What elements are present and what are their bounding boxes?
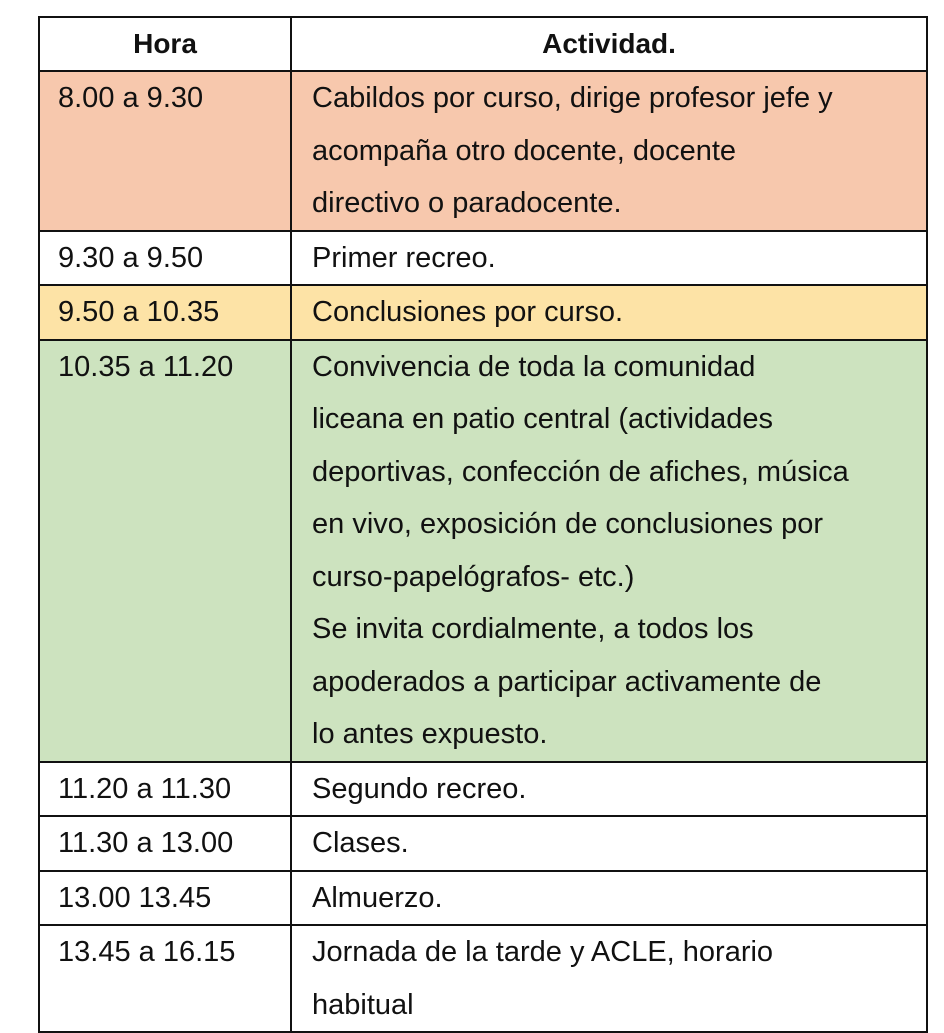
hora-cell: 13.00 13.45 <box>39 871 291 926</box>
actividad-cell: Conclusiones por curso. <box>291 285 927 340</box>
actividad-cell: Jornada de la tarde y ACLE, horario habitual <box>291 925 927 1032</box>
header-actividad: Actividad. <box>291 17 927 71</box>
header-hora: Hora <box>39 17 291 71</box>
table-row <box>39 71 927 231</box>
table-row <box>39 762 927 817</box>
hora-cell: 11.30 a 13.00 <box>39 816 291 871</box>
actividad-cell: Convivencia de toda la comunidad liceana en patio central (actividades deportivas, confección de afiches, música en vivo, exposición de conclusiones por curso-papelógrafos- etc.) Se invita cordialmente, a todos los apoderados a participar activamente de lo antes expuesto. <box>291 340 927 762</box>
table-row <box>39 285 927 340</box>
hora-cell: 8.00 a 9.30 <box>39 71 291 231</box>
hora-cell: 9.50 a 10.35 <box>39 285 291 340</box>
actividad-cell: Clases. <box>291 816 927 871</box>
hora-cell: 9.30 a 9.50 <box>39 231 291 286</box>
actividad-cell: Cabildos por curso, dirige profesor jefe y acompaña otro docente, docente directivo o paradocente. <box>291 71 927 231</box>
table-row <box>39 871 927 926</box>
actividad-cell: Segundo recreo. <box>291 762 927 817</box>
actividad-cell: Almuerzo. <box>291 871 927 926</box>
table-header-row <box>39 17 927 71</box>
hora-cell: 13.45 a 16.15 <box>39 925 291 1032</box>
table-row <box>39 816 927 871</box>
table-row <box>39 340 927 762</box>
hora-cell: 10.35 a 11.20 <box>39 340 291 762</box>
hora-cell: 11.20 a 11.30 <box>39 762 291 817</box>
actividad-cell: Primer recreo. <box>291 231 927 286</box>
table-row <box>39 925 927 1032</box>
table-row <box>39 231 927 286</box>
schedule-table <box>38 16 928 1033</box>
